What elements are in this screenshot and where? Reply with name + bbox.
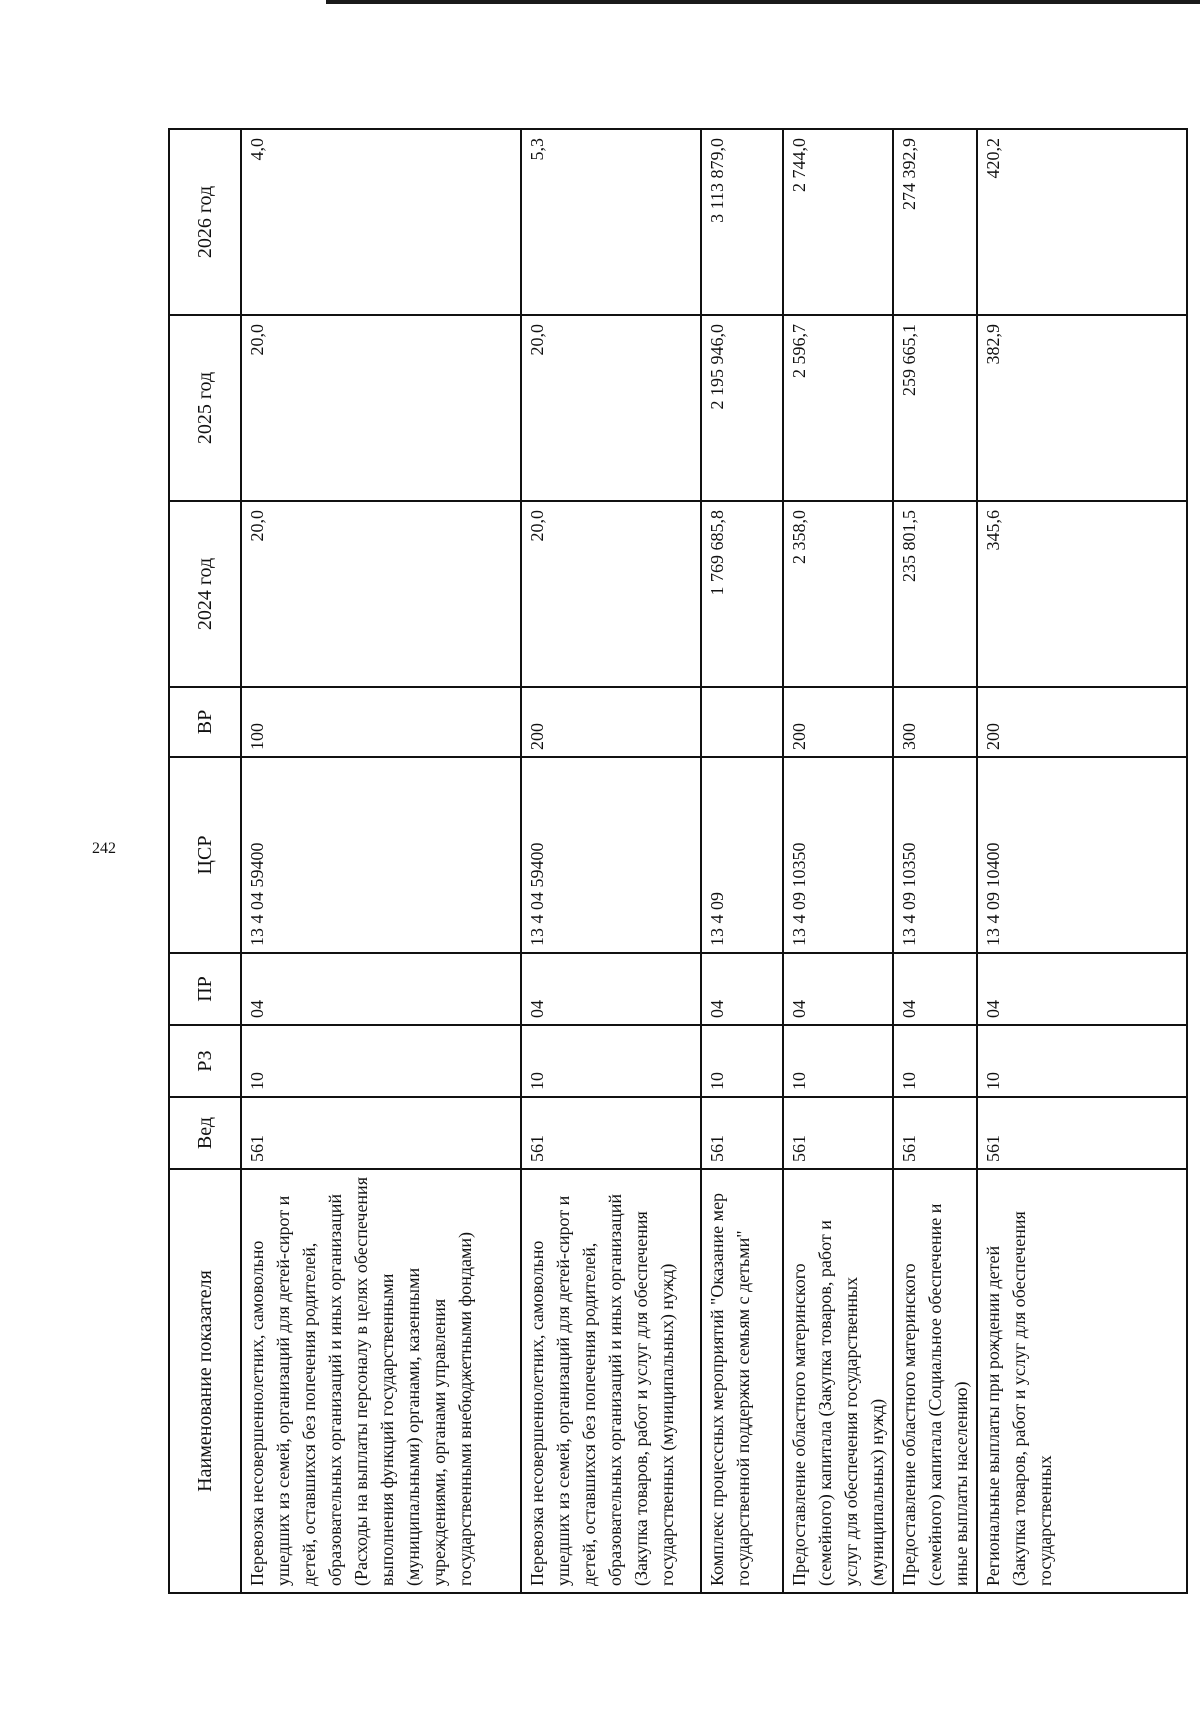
- header-2025: 2025 год: [169, 315, 241, 501]
- cell-csr: 13 4 04 59400: [521, 757, 701, 953]
- cell-2024: 20,0: [241, 501, 521, 687]
- cell-2026: 274 392,9: [893, 129, 977, 315]
- cell-rz: 10: [783, 1025, 893, 1097]
- cell-2025: 2 195 946,0: [701, 315, 783, 501]
- cell-vr: 200: [783, 687, 893, 757]
- cell-2026: 420,2: [977, 129, 1187, 315]
- cell-ved: 561: [893, 1097, 977, 1169]
- cell-2025: 20,0: [241, 315, 521, 501]
- cell-rz: 10: [977, 1025, 1187, 1097]
- cell-2025: 2 596,7: [783, 315, 893, 501]
- budget-table-container: [168, 130, 1178, 1594]
- header-vr: ВР: [169, 687, 241, 757]
- cell-pr: 04: [701, 953, 783, 1025]
- cell-rz: 10: [521, 1025, 701, 1097]
- cell-2024: 1 769 685,8: [701, 501, 783, 687]
- cell-csr: 13 4 09 10350: [893, 757, 977, 953]
- header-rz: РЗ: [169, 1025, 241, 1097]
- cell-pr: 04: [893, 953, 977, 1025]
- header-csr: ЦСР: [169, 757, 241, 953]
- budget-table: [168, 128, 1188, 1594]
- header-ved: Вед: [169, 1097, 241, 1169]
- cell-2026: 3 113 879,0: [701, 129, 783, 315]
- cell-name: Предоставление областного материнского (семейного) капитала (Закупка товаров, работ и услуг для обеспечения государственных (муниципальных) нужд): [783, 1169, 893, 1593]
- cell-vr: 300: [893, 687, 977, 757]
- cell-ved: 561: [701, 1097, 783, 1169]
- cell-csr: 13 4 09: [701, 757, 783, 953]
- cell-2025: 20,0: [521, 315, 701, 501]
- table-row: [893, 129, 977, 1593]
- cell-pr: 04: [977, 953, 1187, 1025]
- table-header-row: [169, 129, 241, 1593]
- cell-name: Комплекс процессных мероприятий "Оказание мер государственной поддержки семьям с детьми": [701, 1169, 783, 1593]
- cell-csr: 13 4 09 10400: [977, 757, 1187, 953]
- cell-2024: 235 801,5: [893, 501, 977, 687]
- header-name: Наименование показателя: [169, 1169, 241, 1593]
- cell-2026: 5,3: [521, 129, 701, 315]
- table-row: [241, 129, 521, 1593]
- cell-ved: 561: [783, 1097, 893, 1169]
- cell-ved: 561: [241, 1097, 521, 1169]
- cell-vr: 200: [521, 687, 701, 757]
- cell-rz: 10: [701, 1025, 783, 1097]
- cell-name: Перевозка несовершеннолетних, самовольно ушедших из семей, организаций для детей-сирот и детей, оставшихся без попечения родителей, образовательных организаций и иных организаций (Расходы на выплаты персоналу в целях обеспечения выполнения функций государственными (муниципальными) органами, казенными учреждениями, органами управления государственными внебюджетными фондами): [241, 1169, 521, 1593]
- cell-2025: 259 665,1: [893, 315, 977, 501]
- header-2024: 2024 год: [169, 501, 241, 687]
- cell-name: Региональные выплаты при рождении детей (Закупка товаров, работ и услуг для обеспечения государственных: [977, 1169, 1187, 1593]
- cell-2024: 2 358,0: [783, 501, 893, 687]
- cell-rz: 10: [893, 1025, 977, 1097]
- cell-2025: 382,9: [977, 315, 1187, 501]
- table-row: [701, 129, 783, 1593]
- cell-csr: 13 4 09 10350: [783, 757, 893, 953]
- cell-ved: 561: [521, 1097, 701, 1169]
- cell-ved: 561: [977, 1097, 1187, 1169]
- table-row: [783, 129, 893, 1593]
- top-edge-rule: [326, 0, 1200, 4]
- cell-2024: 20,0: [521, 501, 701, 687]
- cell-pr: 04: [521, 953, 701, 1025]
- cell-pr: 04: [241, 953, 521, 1025]
- cell-rz: 10: [241, 1025, 521, 1097]
- cell-2026: 4,0: [241, 129, 521, 315]
- table-row: [977, 129, 1187, 1593]
- cell-vr: 100: [241, 687, 521, 757]
- cell-csr: 13 4 04 59400: [241, 757, 521, 953]
- cell-2024: 345,6: [977, 501, 1187, 687]
- header-pr: ПР: [169, 953, 241, 1025]
- table-row: [521, 129, 701, 1593]
- cell-pr: 04: [783, 953, 893, 1025]
- page-number: 242: [92, 840, 116, 857]
- cell-vr: [701, 687, 783, 757]
- cell-vr: 200: [977, 687, 1187, 757]
- cell-2026: 2 744,0: [783, 129, 893, 315]
- header-2026: 2026 год: [169, 129, 241, 315]
- cell-name: Перевозка несовершеннолетних, самовольно ушедших из семей, организаций для детей-сирот и детей, оставшихся без попечения родителей, образовательных организаций и иных организаций (Закупка товаров, работ и услуг для обеспечения государственных (муниципальных) нужд): [521, 1169, 701, 1593]
- cell-name: Предоставление областного материнского (семейного) капитала (Социальное обеспечение и иные выплаты населению): [893, 1169, 977, 1593]
